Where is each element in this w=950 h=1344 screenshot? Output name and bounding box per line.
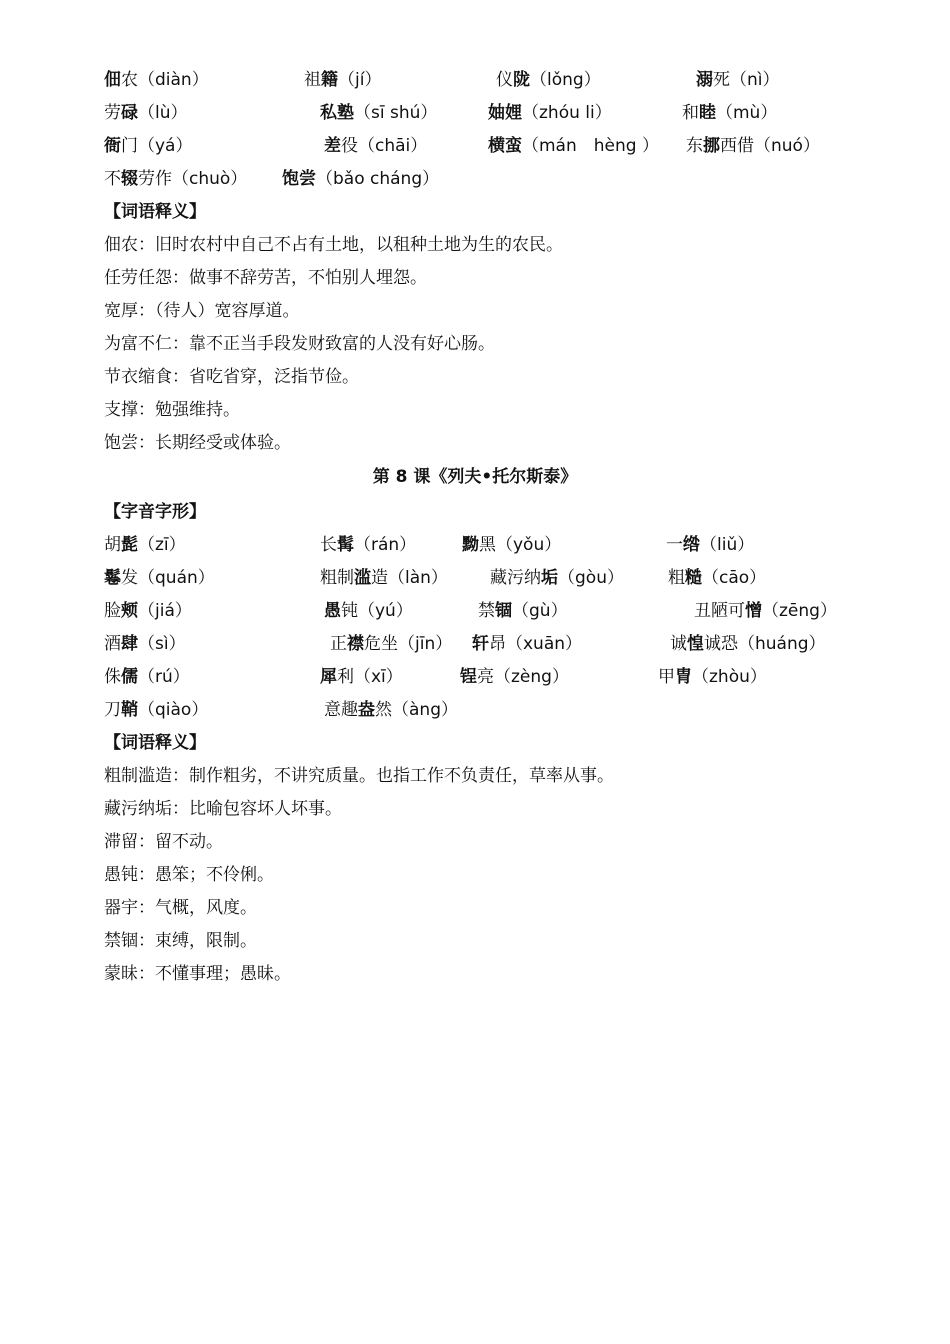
section-heading: 【字音字形】: [104, 502, 206, 522]
definition: 蒙昧：不懂事理；愚昧。: [104, 964, 291, 984]
vocab-item: 愚钝（yú）: [324, 601, 413, 621]
section-heading: 【词语释义】: [104, 202, 206, 222]
vocab-item: 刀鞘（qiào）: [104, 700, 209, 720]
definition: 饱尝：长期经受或体验。: [104, 433, 291, 453]
vocab-item: 和睦（mù）: [682, 103, 778, 123]
vocab-item: 佃农（diàn）: [104, 70, 209, 90]
definition: 禁锢：束缚，限制。: [104, 931, 257, 951]
vocab-item: 鬈发（quán）: [104, 568, 215, 588]
vocab-item: 祖籍（jí）: [304, 70, 382, 90]
vocab-item: 禁锢（gù）: [478, 601, 568, 621]
vocab-item: 差役（chāi）: [324, 136, 428, 156]
vocab-item: 横蛮（mán hèng ）: [488, 136, 659, 156]
vocab-item: 藏污纳垢（gòu）: [490, 568, 624, 588]
definition: 为富不仁：靠不正当手段发财致富的人没有好心肠。: [104, 334, 495, 354]
vocab-item: 劳碌（lù）: [104, 103, 188, 123]
vocab-item: 溺死（nì）: [696, 70, 780, 90]
definition: 支撑：勉强维持。: [104, 400, 240, 420]
vocab-item: 胡髭（zī）: [104, 535, 186, 555]
definition: 节衣缩食：省吃省穿，泛指节俭。: [104, 367, 359, 387]
section-heading: 【词语释义】: [104, 733, 206, 753]
vocab-item: 粗糙（cāo）: [668, 568, 767, 588]
vocab-item: 一绺（liǔ）: [666, 535, 755, 555]
vocab-item: 侏儒（rú）: [104, 667, 190, 687]
vocab-item: 衙门（yá）: [104, 136, 193, 156]
vocab-item: 黝黑（yǒu）: [462, 535, 562, 555]
vocab-item: 私塾（sī shú）: [320, 103, 438, 123]
definition: 滞留：留不动。: [104, 832, 223, 852]
vocab-item: 妯娌（zhóu li）: [488, 103, 612, 123]
vocab-item: 东挪西借（nuó）: [686, 136, 820, 156]
definition: 任劳任怨：做事不辞劳苦，不怕别人埋怨。: [104, 268, 427, 288]
vocab-item: 丑陋可憎（zēng）: [694, 601, 837, 621]
vocab-item: 仪陇（lǒng）: [496, 70, 601, 90]
vocab-item: 不辍劳作（chuò）: [104, 169, 248, 189]
definition: 宽厚：（待人）宽容厚道。: [104, 301, 300, 321]
vocab-item: 正襟危坐（jīn）: [330, 634, 453, 654]
vocab-item: 饱尝（bǎo cháng）: [282, 169, 440, 189]
vocab-item: 粗制滥造（làn）: [320, 568, 448, 588]
definition: 器宇：气概，风度。: [104, 898, 257, 918]
vocab-item: 脸颊（jiá）: [104, 601, 192, 621]
definition: 佃农：旧时农村中自己不占有土地，以租种土地为生的农民。: [104, 235, 563, 255]
vocab-item: 犀利（xī）: [320, 667, 403, 687]
vocab-item: 诚惶诚恐（huáng）: [670, 634, 826, 654]
vocab-item: 意趣盎然（àng）: [324, 700, 458, 720]
vocab-item: 酒肆（sì）: [104, 634, 186, 654]
vocab-item: 长髯（rán）: [320, 535, 417, 555]
definition: 愚钝：愚笨；不伶俐。: [104, 865, 274, 885]
definition: 藏污纳垢：比喻包容坏人坏事。: [104, 799, 342, 819]
definition: 粗制滥造：制作粗劣，不讲究质量。也指工作不负责任，草率从事。: [104, 766, 614, 786]
vocab-item: 锃亮（zèng）: [460, 667, 569, 687]
vocab-item: 甲胄（zhòu）: [658, 667, 767, 687]
lesson-title: 第 8 课《列夫•托尔斯泰》: [372, 467, 578, 487]
vocab-item: 轩昂（xuān）: [472, 634, 583, 654]
